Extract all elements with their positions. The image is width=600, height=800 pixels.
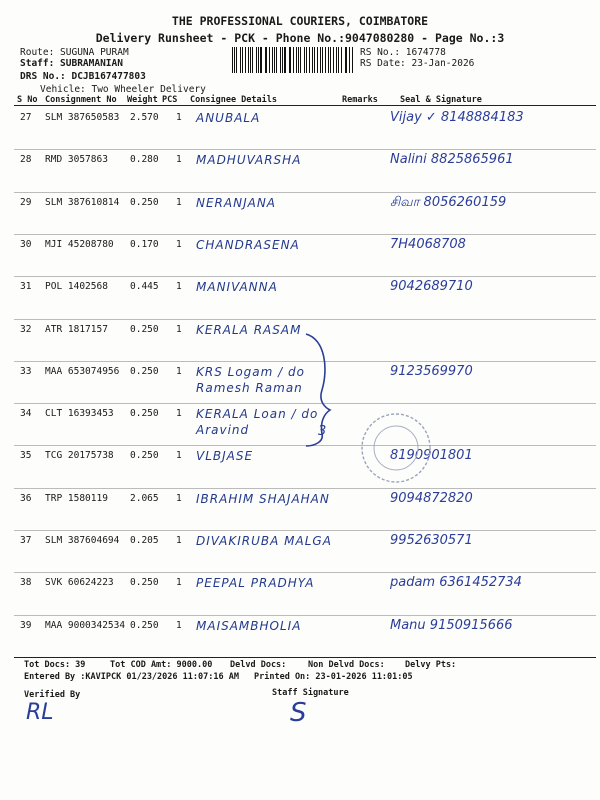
row-signature: 9094872820: [390, 490, 473, 506]
row-consignee-name: DIVAKIRUBA MALGA: [196, 534, 332, 548]
row-consignee-name: KERALA RASAM: [196, 322, 302, 337]
row-consignment-no: CLT 16393453: [45, 408, 114, 420]
barcode-bar: [260, 47, 261, 73]
barcode-bar: [293, 47, 294, 73]
staff-label: Staff: SUBRAMANIAN: [20, 58, 123, 69]
barcode-bar: [256, 47, 257, 73]
barcode-bar: [269, 47, 270, 73]
barcode-bar: [345, 47, 346, 73]
barcode-bar: [314, 47, 315, 73]
row-sno: 33: [20, 365, 32, 377]
barcode-bar: [284, 47, 285, 73]
row-consignee-name: KRS Logam / do Ramesh Raman: [196, 364, 305, 395]
row-pcs: 1: [176, 238, 182, 250]
non-delivered-docs: Non Delvd Docs:: [308, 660, 385, 670]
row-consignee-name: CHANDRASENA: [196, 237, 300, 252]
row-weight: 0.445: [130, 281, 159, 293]
row-signature: padam 6361452734: [390, 575, 522, 591]
printed-on: Printed On: 23-01-2026 11:01:05: [254, 672, 413, 682]
barcode-bar: [280, 47, 281, 73]
row-consignee-name: MADHUVARSHA: [196, 153, 302, 168]
row-weight: 0.250: [130, 619, 159, 631]
seal-stamp: [358, 410, 434, 486]
barcode: [232, 47, 354, 73]
row-divider: [14, 530, 596, 531]
col-seal-signature: Seal & Signature: [400, 95, 482, 105]
row-consignee-name: ANUBALA: [196, 111, 261, 125]
header-rule: [14, 105, 596, 106]
barcode-bar: [320, 47, 321, 73]
staff-signature-label: Staff Signature: [272, 688, 349, 698]
barcode-bar: [304, 47, 305, 73]
delivery-points: Delvy Pts:: [405, 660, 457, 670]
col-weight: Weight: [127, 95, 158, 105]
total-docs: Tot Docs: 39: [24, 660, 86, 670]
col-remarks: Remarks: [342, 95, 378, 105]
row-signature: சிவா 8056260159: [390, 194, 507, 210]
row-pcs: 1: [176, 365, 182, 377]
row-weight: 0.280: [130, 154, 159, 166]
barcode-bar: [240, 47, 241, 73]
row-weight: 0.250: [130, 365, 159, 377]
row-weight: 0.250: [130, 408, 159, 420]
row-sno: 35: [20, 450, 32, 462]
barcode-bar: [276, 47, 277, 73]
col-sno: S No: [17, 95, 38, 105]
row-sno: 30: [20, 238, 32, 250]
col-consignee: Consignee Details: [190, 95, 277, 105]
row-consignee-name: NERANJANA: [196, 195, 277, 210]
row-pcs: 1: [176, 450, 182, 462]
row-pcs: 1: [176, 577, 182, 589]
barcode-bar: [306, 47, 307, 73]
row-divider: [14, 234, 596, 235]
barcode-bar: [328, 47, 329, 73]
row-pcs: 1: [176, 492, 182, 504]
rs-number: RS No.: 1674778: [360, 47, 446, 58]
row-pcs: 1: [176, 112, 182, 123]
row-divider: [14, 319, 596, 320]
row-weight: 0.170: [130, 238, 159, 250]
row-divider: [14, 149, 596, 150]
entered-by: Entered By :KAVIPCK 01/23/2026 11:07:16 AM: [24, 672, 239, 682]
row-divider: [14, 276, 596, 277]
row-consignment-no: TCG 20175738: [45, 450, 114, 462]
row-consignment-no: MJI 45208780: [45, 238, 114, 250]
row-consignee-name: PEEPAL PRADHYA: [196, 576, 315, 591]
col-consignment: Consignment No: [45, 95, 117, 105]
row-divider: [14, 192, 596, 193]
row-weight: 2.570: [130, 112, 159, 123]
rs-date: RS Date: 23-Jan-2026: [360, 58, 475, 69]
row-consignment-no: MAA 9000342534: [45, 619, 126, 631]
staff-signature: S: [290, 698, 307, 728]
row-signature: Vijay ✓ 8148884183: [390, 110, 524, 125]
row-weight: 0.250: [130, 196, 159, 208]
row-weight: 0.250: [130, 450, 159, 462]
row-pcs: 1: [176, 408, 182, 420]
delivered-docs: Delvd Docs:: [230, 660, 287, 670]
row-sno: 29: [20, 196, 32, 208]
barcode-bar: [252, 47, 253, 73]
row-divider: [14, 488, 596, 489]
row-signature: Nalini 8825865961: [390, 152, 514, 168]
row-consignment-no: SLM 387610814: [45, 196, 120, 208]
row-sno: 27: [20, 112, 32, 123]
row-pcs: 1: [176, 535, 182, 546]
row-pcs: 1: [176, 619, 182, 631]
row-consignment-no: ATR 1817157: [45, 323, 108, 335]
barcode-bar: [338, 47, 339, 73]
barcode-bar: [242, 47, 243, 73]
row-consignment-no: TRP 1580119: [45, 492, 108, 504]
col-pcs: PCS: [162, 95, 178, 105]
document-subtitle: Delivery Runsheet - PCK - Phone No.:9047080280 - Page No.:3: [95, 31, 505, 45]
footer-rule: [14, 657, 596, 658]
row-weight: 0.250: [130, 577, 159, 589]
row-consignee-name: KERALA Loan / do Aravind: [196, 407, 319, 438]
verified-signature: RL: [26, 700, 54, 725]
row-signature: 8190901801: [390, 448, 473, 464]
row-consignment-no: SVK 60624223: [45, 577, 114, 589]
barcode-bar: [330, 47, 331, 73]
row-signature: 9042689710: [390, 279, 473, 295]
row-pcs: 1: [176, 323, 182, 335]
barcode-bar: [232, 47, 233, 73]
row-divider: [14, 572, 596, 573]
row-weight: 0.250: [130, 323, 159, 335]
route-label: Route: SUGUNA PURAM: [20, 47, 129, 58]
row-consignee-name: VLBJASE: [196, 449, 254, 464]
row-sno: 32: [20, 323, 32, 335]
row-consignee-name: IBRAHIM SHAJAHAN: [196, 491, 330, 506]
row-sno: 28: [20, 154, 32, 166]
row-consignment-no: SLM 387604694: [45, 535, 120, 546]
row-signature: 9123569970: [390, 363, 473, 379]
vehicle-label: Vehicle: Two Wheeler Delivery: [40, 84, 206, 95]
row-weight: 2.065: [130, 492, 159, 504]
row-sno: 31: [20, 281, 32, 293]
row-sno: 34: [20, 408, 32, 420]
document-title: THE PROFESSIONAL COURIERS, COIMBATORE: [171, 14, 429, 28]
row-pcs: 1: [176, 154, 182, 166]
row-signature: 9952630571: [390, 533, 473, 548]
barcode-bar: [352, 47, 353, 73]
row-consignee-name: MAISAMBHOLIA: [196, 618, 302, 633]
row-pcs: 1: [176, 281, 182, 293]
row-weight: 0.205: [130, 535, 159, 546]
bracket-count: 3: [318, 424, 327, 439]
row-sno: 38: [20, 577, 32, 589]
row-signature: Manu 9150915666: [390, 617, 513, 633]
row-signature: 7H4068708: [390, 236, 466, 252]
total-cod: Tot COD Amt: 9000.00: [110, 660, 213, 670]
row-consignee-name: MANIVANNA: [196, 280, 278, 295]
row-sno: 36: [20, 492, 32, 504]
verified-by-label: Verified By: [24, 690, 81, 700]
row-divider: [14, 615, 596, 616]
row-consignment-no: RMD 3057863: [45, 154, 108, 166]
row-consignment-no: POL 1402568: [45, 281, 108, 293]
row-sno: 39: [20, 619, 32, 631]
row-consignment-no: MAA 653074956: [45, 365, 120, 377]
row-pcs: 1: [176, 196, 182, 208]
row-sno: 37: [20, 535, 32, 546]
row-consignment-no: SLM 387650583: [45, 112, 120, 123]
drs-number: DRS No.: DCJB167477803: [20, 71, 146, 82]
